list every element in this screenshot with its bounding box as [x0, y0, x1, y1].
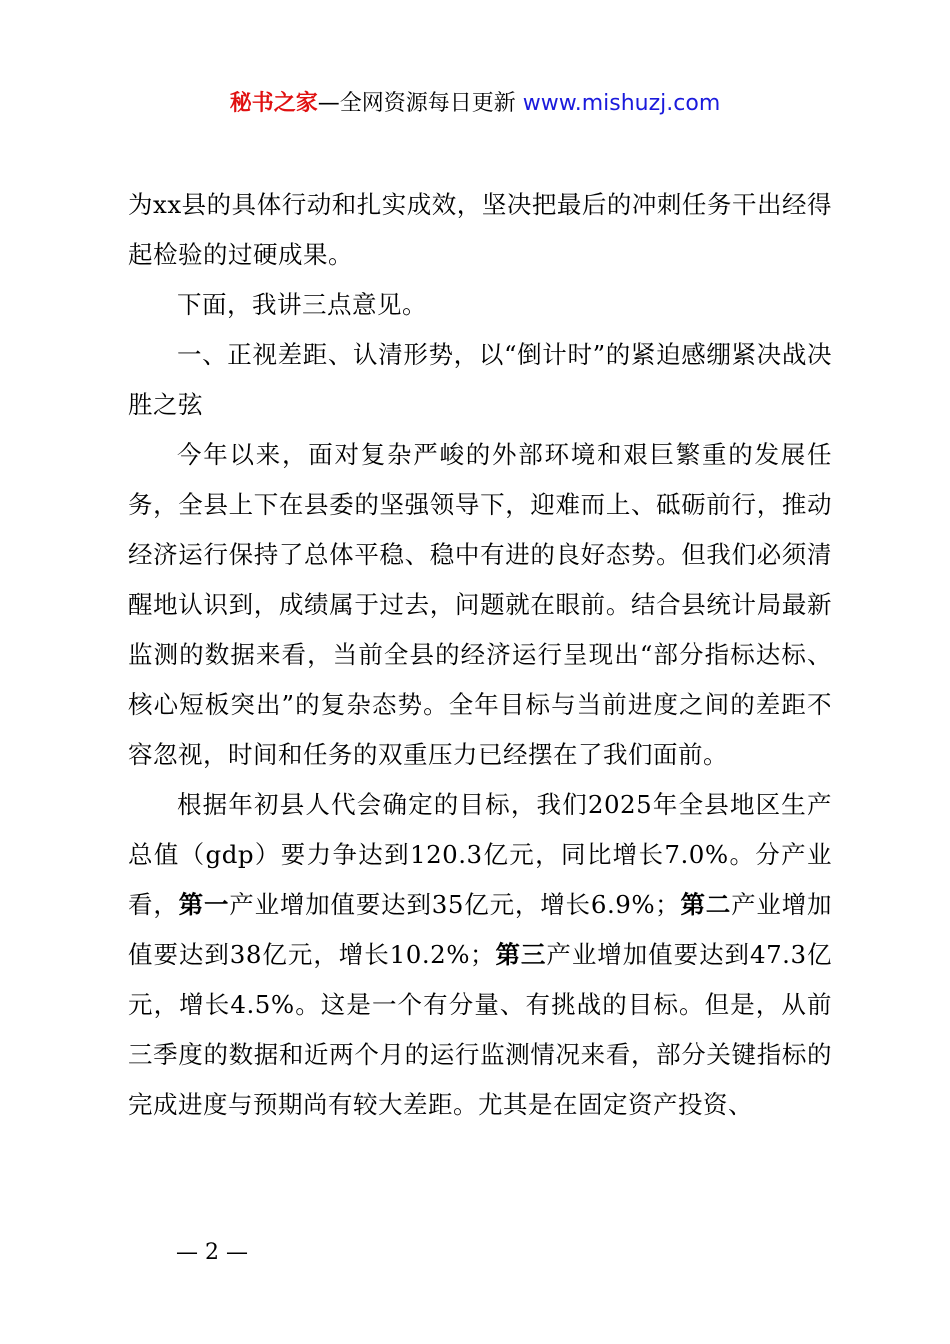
page-number: — 2 —: [176, 1240, 248, 1265]
paragraph-targets: [128, 780, 832, 1130]
targets-text-2: 产业增加值要达到35亿元，增长6.9%；: [229, 890, 681, 919]
site-url-link[interactable]: www.mishuzj.com: [522, 91, 721, 116]
paragraph-continuation: 为xx县的具体行动和扎实成效，坚决把最后的冲刺任务干出经得起检验的过硬成果。: [128, 190, 832, 269]
targets-text-4: 产业增加值要达到47.3亿元，增长4.5%。这是一个有分量、有挑战的目标。但是，从前三季度的数据和近两个月的运行监测情况来看，部分关键指标的完成进度与预期尚有较大差距。尤其是在固定资产投资、: [128, 940, 832, 1119]
site-brand: 秘书之家: [229, 91, 318, 116]
bold-first-industry: 第一: [178, 890, 230, 919]
paragraph-situation: 今年以来，面对复杂严峻的外部环境和艰巨繁重的发展任务，全县上下在县委的坚强领导下，迎难而上、砥砺前行，推动经济运行保持了总体平稳、稳中有进的良好态势。但我们必须清醒地认识到，成绩属于过去，问题就在眼前。结合县统计局最新监测的数据来看，当前全县的经济运行呈现出“部分指标达标、核心短板突出”的复杂态势。全年目标与当前进度之间的差距不容忽视，时间和任务的双重压力已经摆在了我们面前。: [128, 440, 832, 769]
section-heading-1: 一、正视差距、认清形势，以“倒计时”的紧迫感绷紧决战决胜之弦: [128, 340, 832, 419]
page-header: [0, 86, 950, 122]
targets-text-1: 根据年初县人代会确定的目标，我们2025年全县地区生产总值（gdp）要力争达到120.3亿元，同比增长7.0%。分产业看，: [128, 790, 832, 919]
targets-text-3: 产业增加值要达到38亿元，增长10.2%；: [128, 890, 833, 969]
document-body: [128, 180, 832, 1130]
bold-third-industry: 第三: [495, 940, 547, 969]
bold-second-industry: 第二: [680, 890, 732, 919]
paragraph-intro: 下面，我讲三点意见。: [177, 290, 427, 319]
site-tagline: —全网资源每日更新: [317, 91, 516, 116]
